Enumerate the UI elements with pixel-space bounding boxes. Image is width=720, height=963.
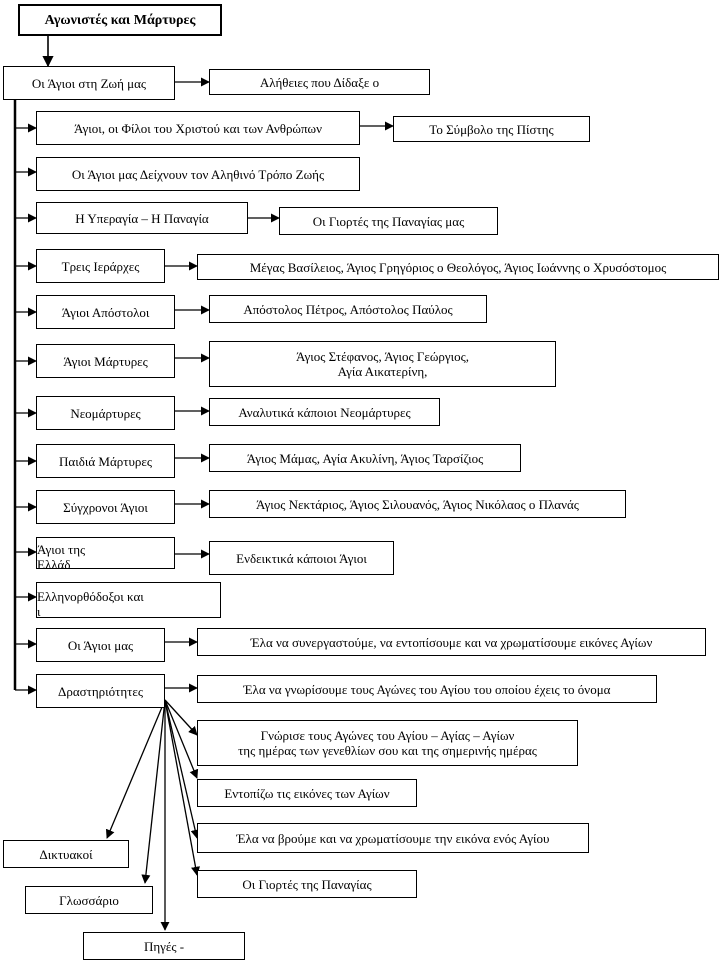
node-label: Έλα να γνωρίσουμε τους Αγώνες του Αγίου του οποίου έχεις το όνομα — [243, 681, 611, 697]
node-label: Οι Άγιοι μας — [67, 637, 134, 653]
node-modern-saints-names[interactable] — [209, 490, 626, 518]
node-label-line: της ημέρας των γενεθλίων σου και της σημερινής ημέρας — [238, 743, 537, 758]
node-label-line: Άγιοι της — [37, 541, 86, 557]
node-saints-of-greece[interactable] — [36, 537, 175, 569]
diagram-title — [18, 4, 222, 36]
node-label: Αναλυτικά κάποιοι Νεομάρτυρες — [238, 404, 411, 420]
node-act-icons[interactable] — [197, 779, 417, 807]
node-truths[interactable] — [209, 69, 430, 95]
node-apostles-names[interactable] — [209, 295, 487, 323]
node-saints-of-greece-names[interactable] — [209, 541, 394, 575]
node-saints-in-life[interactable] — [3, 66, 175, 100]
node-label: Δικτυακοί — [39, 846, 93, 862]
node-friends-of-christ[interactable] — [36, 111, 360, 145]
node-act-name-saint[interactable] — [197, 675, 657, 703]
node-label: Γλωσσάριο — [59, 892, 119, 908]
node-label: Άγιοι, οι Φίλοι του Χριστού και των Ανθρώπων — [74, 120, 322, 136]
node-our-saints[interactable] — [36, 628, 165, 662]
node-label: Το Σύμβολο της Πίστης — [429, 121, 554, 137]
node-label-line: Αγία Αικατερίνη, — [337, 364, 428, 379]
node-label: Η Υπεραγία – Η Παναγία — [75, 210, 209, 226]
node-label: Οι Άγιοι μας Δείχνουν τον Αληθινό Τρόπο Ζωής — [71, 166, 325, 182]
node-label-line: ι — [37, 603, 41, 618]
node-label: Άγιοι Απόστολοι — [61, 304, 150, 320]
node-act-feasts[interactable] — [197, 870, 417, 898]
node-activities[interactable] — [36, 674, 165, 708]
node-label: Τρεις Ιεράρχες — [61, 258, 140, 274]
node-label: Εντοπίζω τις εικόνες των Αγίων — [224, 785, 390, 801]
node-label: Αλήθειες που Δίδαξε ο — [259, 74, 380, 90]
node-true-way[interactable] — [36, 157, 360, 191]
node-label: Έλα να βρούμε και να χρωματίσουμε την εικόνα ενός Αγίου — [236, 830, 550, 846]
node-label: Μέγας Βασίλειος, Άγιος Γρηγόριος ο Θεολόγος, Άγιος Ιωάννης ο Χρυσόστομος — [249, 259, 667, 275]
node-theotokos-feasts[interactable] — [279, 207, 498, 235]
node-label-line: Ελληνορθόδοξοι και — [37, 588, 144, 604]
node-label: Σύγχρονοι Άγιοι — [63, 499, 148, 515]
node-label: Παιδιά Μάρτυρες — [59, 453, 152, 469]
node-greek-orthodox[interactable] — [36, 582, 221, 618]
node-child-martyrs-names[interactable] — [209, 444, 521, 472]
node-theotokos[interactable] — [36, 202, 248, 234]
node-three-hierarchs-names[interactable] — [197, 254, 719, 280]
node-label: Απόστολος Πέτρος, Απόστολος Παύλος — [243, 301, 453, 317]
node-label: Άγιοι Μάρτυρες — [63, 353, 148, 369]
node-label: Ενδεικτικά κάποιοι Άγιοι — [236, 550, 367, 566]
node-label: Οι Γιορτές της Παναγίας — [242, 876, 372, 892]
node-label: Άγιος Νεκτάριος, Άγιος Σιλουανός, Άγιος Νικόλαος ο Πλανάς — [256, 496, 579, 512]
node-child-martyrs[interactable] — [36, 444, 175, 478]
node-label-line: Ελλάδ — [37, 556, 71, 569]
node-our-saints-activity[interactable] — [197, 628, 706, 656]
node-glossary[interactable] — [25, 886, 153, 914]
node-label: Νεομάρτυρες — [70, 405, 141, 421]
node-label: Άγιος Μάμας, Αγία Ακυλίνη, Άγιος Ταρσίζιος — [246, 450, 484, 466]
node-sources[interactable] — [83, 932, 245, 960]
node-label: Οι Άγιοι στη Ζωή μας — [31, 75, 147, 91]
node-label: Έλα να συνεργαστούμε, να εντοπίσουμε και να χρωματίσουμε εικόνες Αγίων — [250, 634, 653, 650]
node-three-hierarchs[interactable] — [36, 249, 165, 283]
node-apostles[interactable] — [36, 295, 175, 329]
node-modern-saints[interactable] — [36, 490, 175, 524]
node-label: Οι Γιορτές της Παναγίας μας — [312, 213, 465, 229]
node-label: Δραστηριότητες — [57, 683, 144, 699]
node-martyrs-names[interactable] — [209, 341, 556, 387]
node-act-color[interactable] — [197, 823, 589, 853]
node-act-birthday[interactable] — [197, 720, 578, 766]
node-label-line: Άγιος Στέφανος, Άγιος Γεώργιος, — [295, 349, 470, 364]
node-label: Πηγές - — [143, 938, 185, 954]
node-martyrs[interactable] — [36, 344, 175, 378]
node-web[interactable] — [3, 840, 129, 868]
diagram-title-text: Αγωνιστές και Μάρτυρες — [44, 12, 196, 28]
node-neomartyrs[interactable] — [36, 396, 175, 430]
node-neomartyrs-names[interactable] — [209, 398, 440, 426]
node-creed[interactable] — [393, 116, 590, 142]
node-label-line: Γνώρισε τους Αγώνες του Αγίου – Αγίας – Αγίων — [260, 728, 515, 743]
